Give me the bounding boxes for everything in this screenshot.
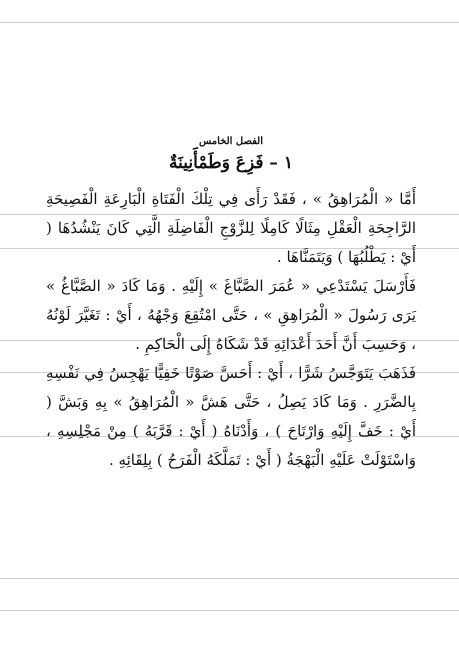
book-page	[46, 136, 416, 475]
section-heading: ١ – فَزِعَ وَطَمْأَنِينَةٌ	[169, 153, 293, 173]
paragraph-2: فَأَرْسَلَ يَسْتَدْعِي « عُمَرَ الصَّبَّاغَ » إِلَيْهِ . وَمَا كَادَ « الصَّبَّاغُ » يَرَى رَسُولَ « الْمُرَاهِقِ » ، حَتَّى امْتُقِعَ وَجْهُهُ ، أَيْ : تَغَيَّرَ لَوْنُهُ ، وَحَسِبَ أَنَّ أَحَدَ أَعْدَائِهِ قَدْ شَكَاهُ إِلَى الْحَاكِمِ .	[46, 277, 416, 353]
chapter-title: الفصل الخامس	[198, 136, 264, 147]
paragraph-3: فَذَهَبَ يَتَوَجَّسُ شَرًّا ، أَيْ : أَحَسَّ صَوْتًا خَفِيًّا يَهْجِسُ فِي نَفْسِهِ بِالضَّرَرِ . وَمَا كَادَ يَصِلُ ، حَتَّى هَشَّ « الْمُرَاهِقُ » بِهِ وَبَشَّ ( أَيْ : خَفَّ إِلَيْهِ وَارْتَاحَ ) ، وَأَدْنَاهُ ( أَيْ : قَرَّبَهُ ) مِنْ مَجْلِسِهِ ، وَاسْتَوْلَتْ عَلَيْهِ الْبَهْجَةُ ( أَيْ : تَمَلَّكَهُ الْفَرَحُ ) بِلِقَائِهِ .	[46, 364, 416, 469]
rule-line	[0, 22, 459, 23]
rule-line	[0, 610, 459, 611]
paragraph-1: أَمَّا « الْمُرَاهِقُ » ، فَقَدْ رَأَى فِي تِلْكَ الْفَتَاةِ الْبَارِعَةِ الْفَصِيحَةِ الرَّاجِحَةِ الْعَقْلِ مِثَالًا كَامِلًا لِلزَّوْجِ الْفَاضِلَةِ الَّتِي كَانَ يَنْشُدُهَا ( أَيْ : يَطْلُبُهَا ) وَيَتَمَنَّاهَا .	[46, 190, 416, 266]
rule-line	[0, 578, 459, 579]
